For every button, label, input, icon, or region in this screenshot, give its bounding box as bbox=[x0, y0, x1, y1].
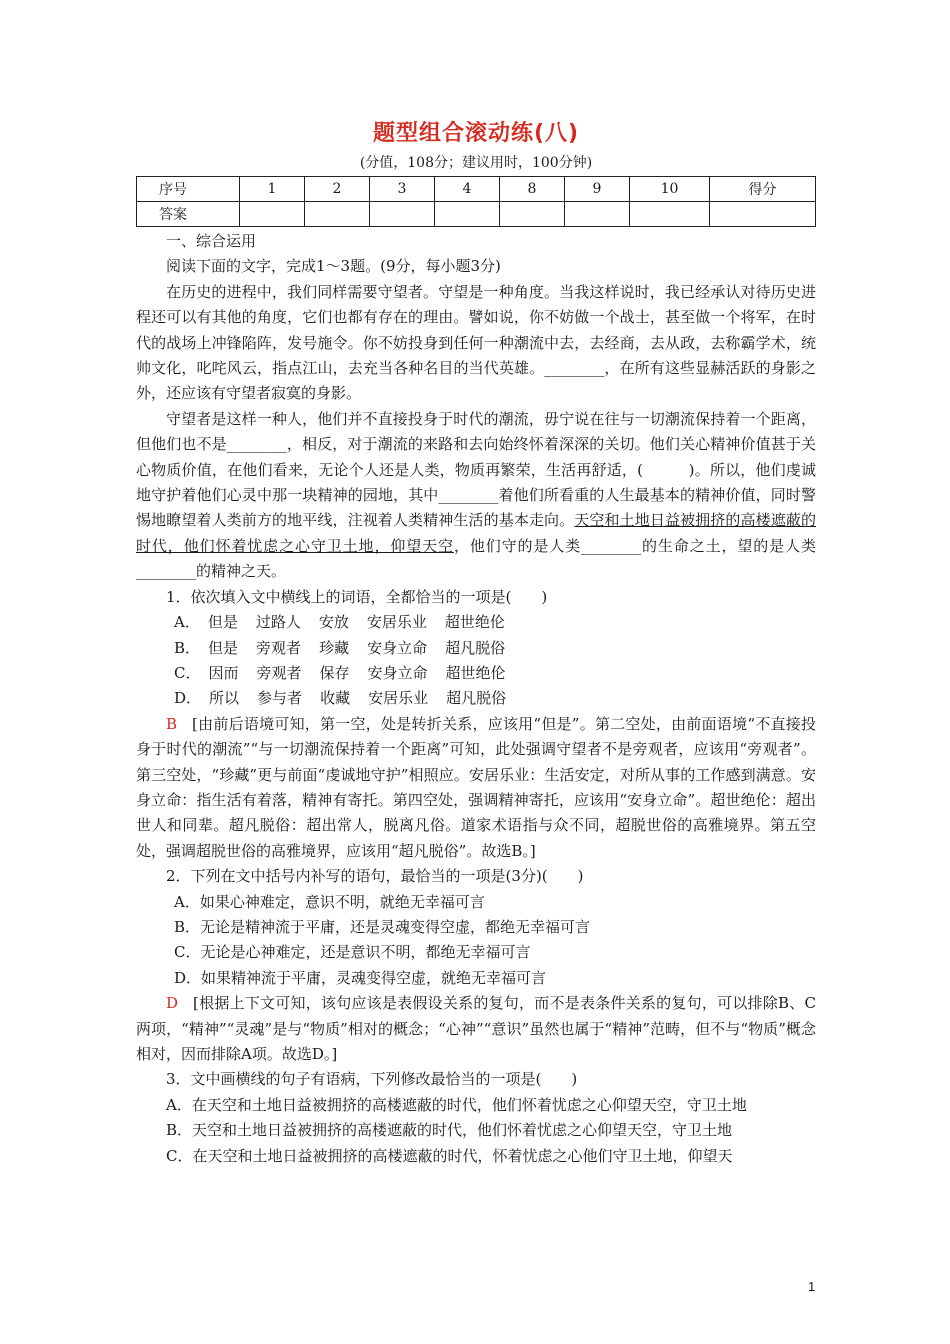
option-row: A．如果心神难定，意识不明，就绝无幸福可言 bbox=[174, 892, 485, 911]
question-stem: 2．下列在文中括号内补写的语句，最恰当的一项是(3分)( ) bbox=[166, 867, 584, 886]
table-cell: 9 bbox=[565, 177, 630, 202]
passage-paragraph bbox=[136, 407, 816, 585]
option-row: C．无论是心神难定，还是意识不明，都绝无幸福可言 bbox=[174, 943, 531, 962]
section-heading: 一、综合运用 bbox=[166, 232, 257, 250]
table-cell: 序号 bbox=[137, 177, 240, 202]
option-row: B．无论是精神流于平庸，还是灵魂变得空虚，都绝无幸福可言 bbox=[174, 917, 591, 936]
answer-cell[interactable] bbox=[500, 202, 565, 227]
answer-cell[interactable] bbox=[240, 202, 305, 227]
option-row: D．如果精神流于平庸，灵魂变得空虚，就绝无幸福可言 bbox=[174, 968, 547, 987]
table-cell: 4 bbox=[435, 177, 500, 202]
table-cell: 3 bbox=[370, 177, 435, 202]
answer-cell[interactable] bbox=[305, 202, 370, 227]
underlined-sentence: 天空和土地日益被拥挤的高楼遮蔽的时代，他们怀着忧虑之心守卫土地，仰望天空 bbox=[136, 511, 816, 555]
instruction: 阅读下面的文字，完成1～3题。(9分，每小题3分) bbox=[166, 257, 501, 276]
answer-cell[interactable] bbox=[435, 202, 500, 227]
passage-paragraph: 在历史的进程中，我们同样需要守望者。守望是一种角度。当我这样说时，我已经承认对待历史进程还可以有其他的角度，它们也都有存在的理由。譬如说，你不妨做一个战士，甚至做一个将军，在时代的战场上冲锋陷阵，发号施令。你不妨投身到任何一种潮流中去，去经商，去从政，去称霸学术，统帅文化，叱咤风云，指点江山，去充当各种名目的当代英雄。________，在所有这些显赫活跃的身影之外，还应该有守望者寂寞的身影。 bbox=[136, 282, 816, 403]
question-stem: 1．依次填入文中横线上的词语，全都恰当的一项是( ) bbox=[166, 587, 548, 606]
table-cell: 答案 bbox=[137, 202, 240, 227]
table-row bbox=[137, 202, 816, 227]
option-row: B． 但是 旁观者 珍藏 安身立命 超凡脱俗 bbox=[174, 638, 506, 657]
document-body bbox=[136, 229, 816, 1169]
option-row: C．在天空和土地日益被拥挤的高楼遮蔽的时代，怀着忧虑之心他们守卫土地，仰望天 bbox=[166, 1146, 733, 1165]
answer-letter: B bbox=[166, 714, 178, 733]
table-row bbox=[137, 177, 816, 202]
option-row: A．在天空和土地日益被拥挤的高楼遮蔽的时代，他们怀着忧虑之心仰望天空，守卫土地 bbox=[166, 1095, 747, 1114]
page-subtitle: (分值，108分；建议用时，100分钟) bbox=[359, 155, 593, 171]
answer-explanation: D [根据上下文可知，该句应该是表假设关系的复句，而不是表条件关系的复句，可以排除B、C两项，“精神”“灵魂”是与“物质”相对的概念；“心神”“意识”虽然也属于“精神”范畴，但不与“物质”概念相对，因而排除A项。故选D。] bbox=[136, 994, 816, 1063]
option-row: D． 所以 参与者 收藏 安居乐业 超凡脱俗 bbox=[174, 689, 507, 708]
table-cell: 得分 bbox=[710, 177, 816, 202]
passage-text: ，他们守的是人类________的生命之土，望的是人类________的精神之天。 bbox=[136, 536, 816, 581]
table-cell: 2 bbox=[305, 177, 370, 202]
passage-text: 守望者是这样一种人，他们并不直接投身于时代的潮流，毋宁说在往与一切潮流保持着一个距离，但他们也不是________，相反，对于潮流的来路和去向始终怀着深深的关切。他们关心精神价值甚于关心物质价值，在他们看来，无论个人还是人类，物质再繁荣，生活再舒适，( )。所以，他们虔诚地守护着他们心灵中那一块精神的园地，其中________着他们所看重的人生最基本的精神价值，同时警惕地瞭望着人类前方的地平线，注视着人类精神生活的基本走向。 bbox=[136, 409, 816, 530]
answer-letter: D bbox=[166, 994, 179, 1013]
table-cell: 8 bbox=[500, 177, 565, 202]
answer-cell[interactable] bbox=[710, 202, 816, 227]
page-title: 题型组合滚动练(八) bbox=[372, 121, 580, 146]
answer-cell[interactable] bbox=[370, 202, 435, 227]
option-row: C． 因而 旁观者 保存 安身立命 超世绝伦 bbox=[174, 663, 506, 682]
question-stem: 3．文中画横线的句子有语病，下列修改最恰当的一项是( ) bbox=[166, 1070, 578, 1089]
table-cell: 10 bbox=[630, 177, 710, 202]
answer-table bbox=[136, 176, 816, 227]
table-cell: 1 bbox=[240, 177, 305, 202]
page-number: 1 bbox=[808, 1279, 816, 1294]
document-page bbox=[136, 118, 816, 1169]
answer-explanation: B [由前后语境可知，第一空，处是转折关系，应该用“但是”。第二空处，由前面语境“不直接投身于时代的潮流”“与一切潮流保持着一个距离”可知，此处强调守望者不是旁观者，应该用“旁观者”。第三空处，“珍藏”更与前面“虔诚地守护”相照应。安居乐业：生活安定，对所从事的工作感到满意。安身立命：指生活有着落，精神有寄托。第四空处，强调精神寄托，应该用“安身立命”。超世绝伦：超出世人和同辈。超凡脱俗：超出常人，脱离凡俗。道家术语指与众不同，超脱世俗的高雅境界。第五空处，强调超脱世俗的高雅境界，应该用“超凡脱俗”。故选B。] bbox=[136, 714, 816, 860]
option-row: A． 但是 过路人 安放 安居乐业 超世绝伦 bbox=[174, 613, 505, 632]
option-row: B．天空和土地日益被拥挤的高楼遮蔽的时代，他们怀着忧虑之心仰望天空，守卫土地 bbox=[166, 1121, 733, 1140]
answer-cell[interactable] bbox=[630, 202, 710, 227]
answer-cell[interactable] bbox=[565, 202, 630, 227]
